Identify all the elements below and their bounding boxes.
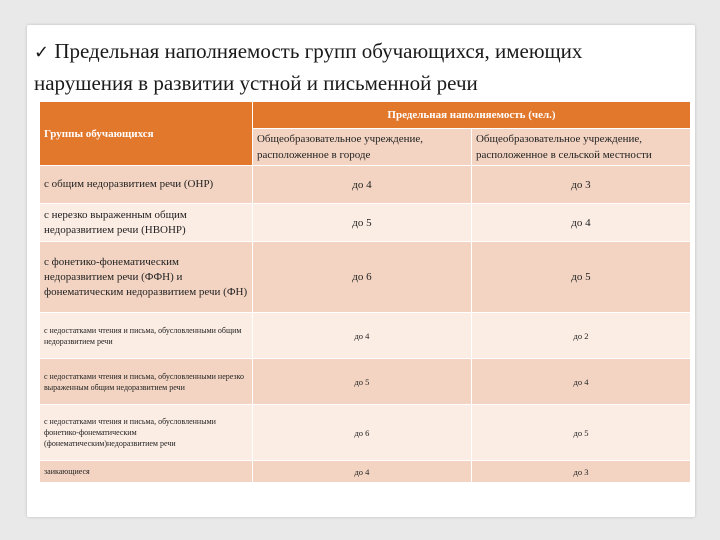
subheader-rural: Общеобразовательное учреждение, расположенное в сельской местности (471, 129, 690, 166)
row-rural-value: до 5 (471, 242, 690, 313)
row-urban-value: до 6 (252, 405, 471, 461)
row-urban-value: до 5 (252, 359, 471, 405)
checkmark-icon: ✓ (34, 42, 50, 63)
capacity-table (39, 101, 691, 483)
table-row (40, 405, 691, 461)
row-group-label: с нерезко выраженным общим недоразвитием речи (НВОНР) (40, 204, 253, 242)
subheader-urban: Общеобразовательное учреждение, расположенное в городе (252, 129, 471, 166)
row-urban-value: до 4 (252, 313, 471, 359)
table-row (40, 166, 691, 204)
row-group-label: с фонетико-фонематическим недоразвитием речи (ФФН) и фонематическим недоразвитием речи (ФН) (40, 242, 253, 313)
row-rural-value: до 4 (471, 204, 690, 242)
row-group-label: с недостатками чтения и письма, обусловленными нерезко выраженным общим недоразвитием речи (40, 359, 253, 405)
slide-title (34, 36, 684, 98)
header-groups: Группы обучающихся (40, 102, 253, 166)
table-row (40, 461, 691, 483)
row-group-label: с общим недоразвитием речи (ОНР) (40, 166, 253, 204)
header-capacity: Предельная наполняемость (чел.) (252, 102, 690, 129)
table-row (40, 313, 691, 359)
row-rural-value: до 3 (471, 461, 690, 483)
table-row (40, 242, 691, 313)
table-row (40, 359, 691, 405)
row-urban-value: до 4 (252, 166, 471, 204)
row-rural-value: до 2 (471, 313, 690, 359)
row-group-label: заикающиеся (40, 461, 253, 483)
slide-title-text: Предельная наполняемость групп обучающихся, имеющих нарушения в развитии устной и письменной речи (34, 39, 583, 95)
table-row (40, 204, 691, 242)
row-group-label: с недостатками чтения и письма, обусловленными фонетико-фонематическим (фонематическим)недоразвитием речи (40, 405, 253, 461)
row-rural-value: до 3 (471, 166, 690, 204)
row-urban-value: до 6 (252, 242, 471, 313)
row-group-label: с недостатками чтения и письма, обусловленными общим недоразвитием речи (40, 313, 253, 359)
row-urban-value: до 5 (252, 204, 471, 242)
row-rural-value: до 5 (471, 405, 690, 461)
row-rural-value: до 4 (471, 359, 690, 405)
row-urban-value: до 4 (252, 461, 471, 483)
table-header-row (40, 102, 691, 129)
